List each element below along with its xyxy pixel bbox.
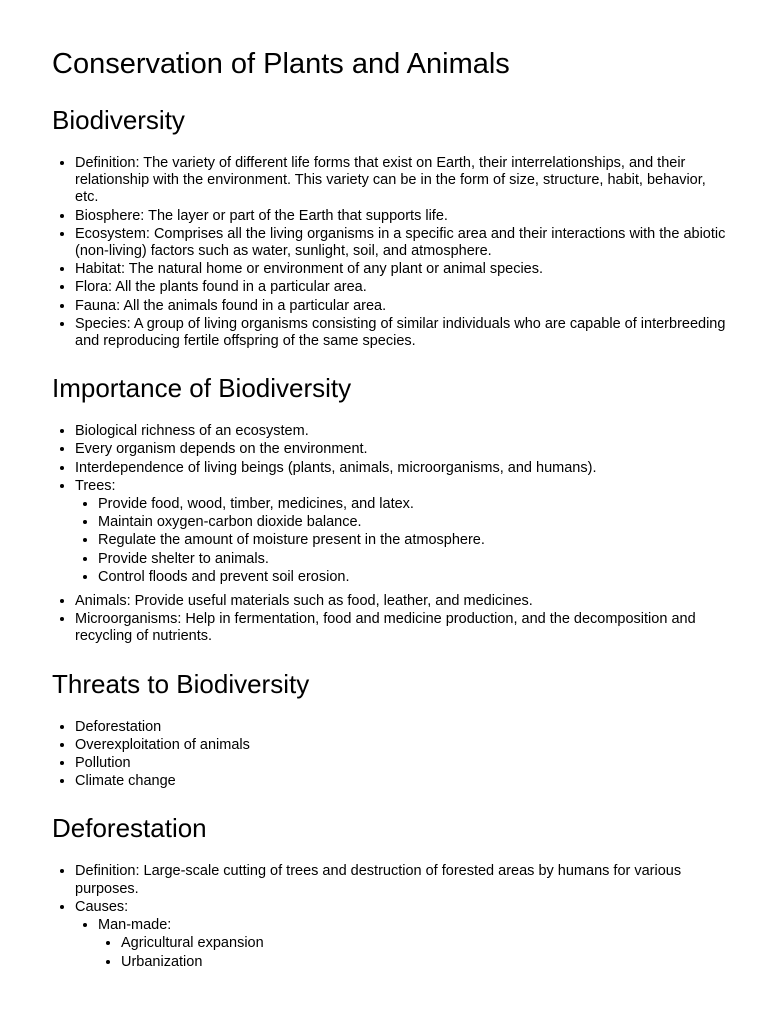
section-heading-importance: Importance of Biodiversity	[52, 373, 352, 404]
trees-label: Trees:	[75, 477, 116, 494]
list-item: • Microorganisms: Help in fermentation, food and medicine production, and the decomposition and recycling of nutrients.	[75, 610, 728, 645]
list-item: • Definition: Large-scale cutting of trees and destruction of forested areas by humans for various purposes.	[75, 862, 728, 897]
biodiversity-list	[52, 154, 728, 350]
list-item: • Fauna: All the animals found in a particular area.	[75, 297, 728, 315]
list-item-trees	[75, 477, 728, 586]
list-item-man-made	[98, 916, 728, 971]
list-item: • Flora: All the plants found in a particular area.	[75, 278, 728, 296]
list-item: • Climate change	[75, 772, 728, 790]
list-item: • Regulate the amount of moisture present in the atmosphere.	[98, 531, 728, 549]
section-heading-deforestation: Deforestation	[52, 813, 207, 844]
threats-list	[52, 718, 728, 791]
causes-label: Causes:	[75, 898, 129, 915]
list-item: • Agricultural expansion	[121, 934, 728, 952]
list-item: • Pollution	[75, 754, 728, 772]
list-item: • Interdependence of living beings (plants, animals, microorganisms, and humans).	[75, 459, 728, 477]
list-item: • Urbanization	[121, 953, 728, 971]
list-item: • Habitat: The natural home or environment of any plant or animal species.	[75, 260, 728, 278]
list-item: • Deforestation	[75, 718, 728, 736]
page-title: Conservation of Plants and Animals	[52, 48, 510, 80]
list-item: • Definition: The variety of different life forms that exist on Earth, their interrelationships, and their relationship with the environment. This variety can be in the form of size, structure, habit, behavior, etc.	[75, 154, 728, 207]
causes-sublist	[75, 916, 728, 971]
man-made-sublist	[98, 934, 728, 970]
list-item: • Biological richness of an ecosystem.	[75, 422, 728, 440]
list-item: • Species: A group of living organisms consisting of similar individuals who are capable of interbreeding and reproducing fertile offspring of the same species.	[75, 315, 728, 350]
list-item: • Overexploitation of animals	[75, 736, 728, 754]
list-item: • Ecosystem: Comprises all the living organisms in a specific area and their interactions with the abiotic (non-living) factors such as water, sunlight, soil, and atmosphere.	[75, 225, 728, 260]
list-item: • Maintain oxygen-carbon dioxide balance.	[98, 513, 728, 531]
trees-sublist	[75, 495, 728, 586]
section-heading-biodiversity: Biodiversity	[52, 105, 185, 135]
list-item: • Every organism depends on the environment.	[75, 440, 728, 458]
importance-list	[52, 422, 728, 645]
list-item: • Animals: Provide useful materials such as food, leather, and medicines.	[75, 592, 728, 610]
man-made-label: Man-made:	[98, 917, 172, 934]
list-item: • Provide shelter to animals.	[98, 550, 728, 568]
list-item: • Biosphere: The layer or part of the Earth that supports life.	[75, 207, 728, 225]
section-heading-threats: Threats to Biodiversity	[52, 668, 310, 699]
list-item: • Provide food, wood, timber, medicines, and latex.	[98, 495, 728, 513]
list-item: • Control floods and prevent soil erosion.	[98, 568, 728, 586]
list-item-causes	[75, 898, 728, 971]
deforestation-list	[52, 862, 728, 970]
